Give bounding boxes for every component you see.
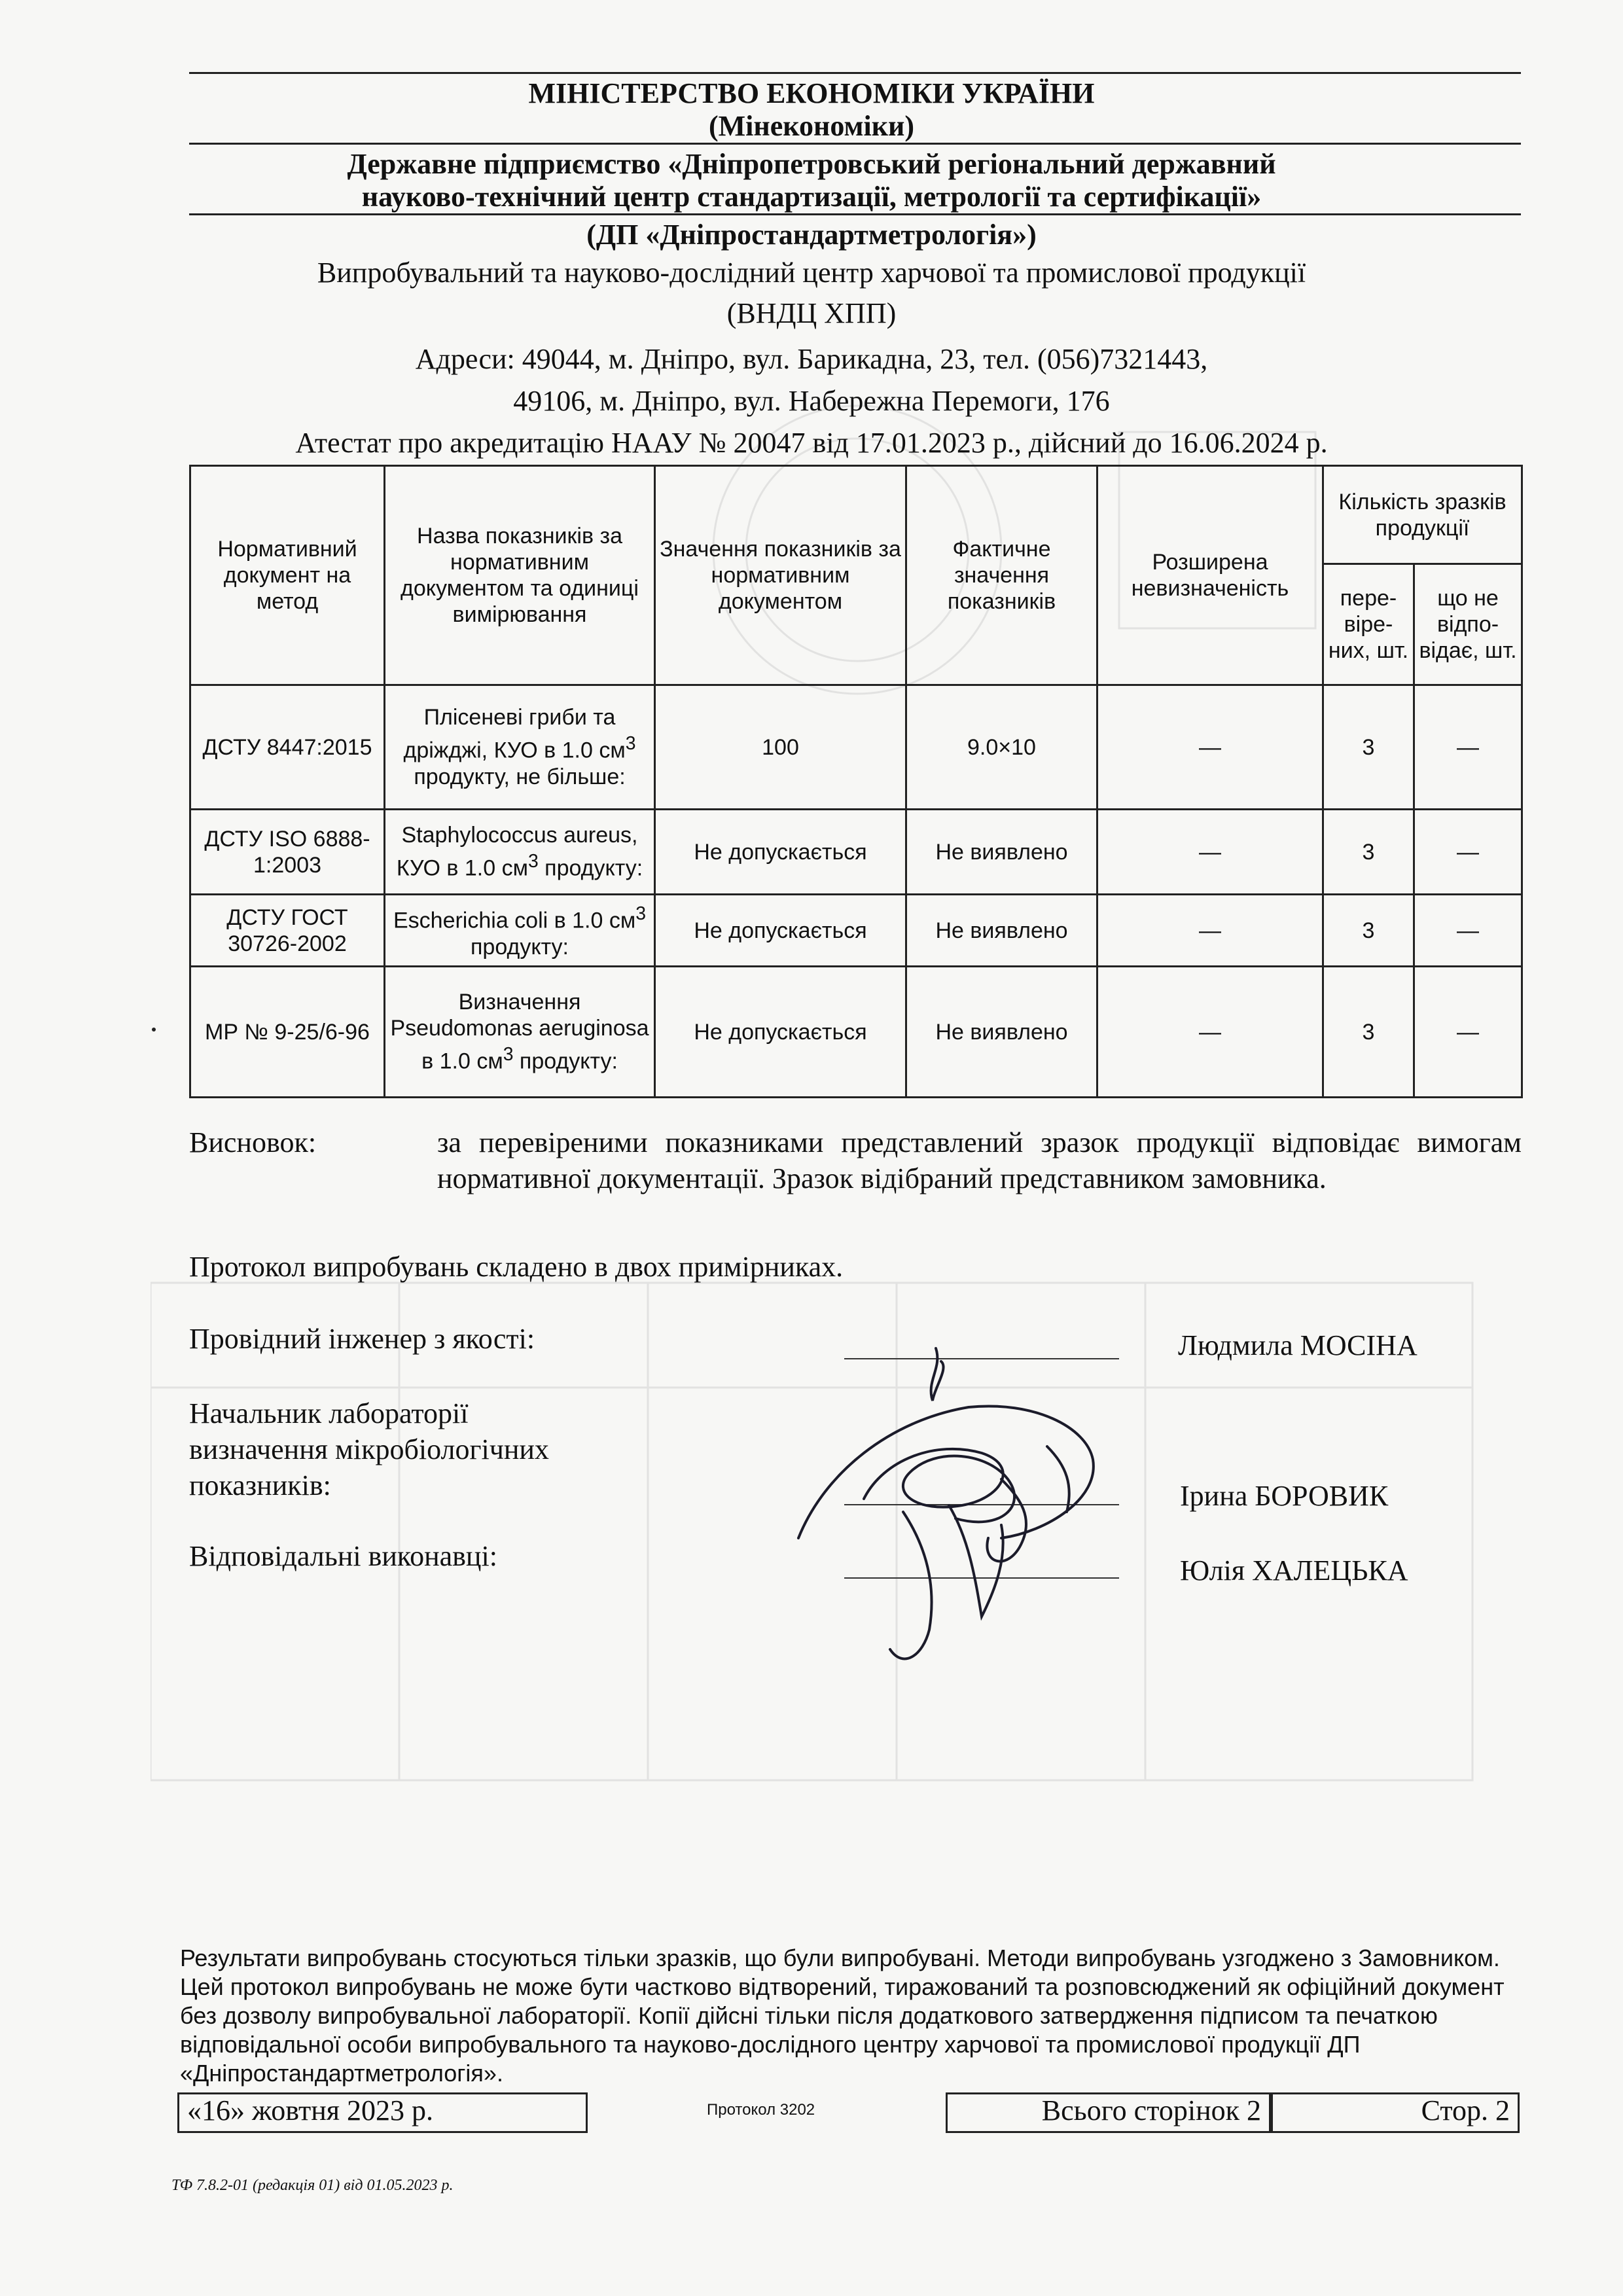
cell-norm: Не допускається	[655, 810, 906, 895]
table-row	[190, 810, 1522, 895]
enterprise-short: (ДП «Дніпростандартметрологія»)	[586, 219, 1037, 251]
center-short: (ВНДЦ ХПП)	[726, 297, 897, 329]
head-title-line1: Начальник лабораторії	[189, 1397, 469, 1429]
page-number-box: Стор. 2	[1271, 2092, 1520, 2133]
results-table	[189, 465, 1523, 1098]
table-row	[190, 895, 1522, 967]
cell-noncompliant: —	[1414, 685, 1522, 810]
cell-noncompliant: —	[1414, 895, 1522, 967]
executors-name: Юлія ХАЛЕЦЬКА	[1180, 1554, 1408, 1587]
cell-norm: 100	[655, 685, 906, 810]
stray-dot	[152, 1028, 156, 1031]
lead-engineer-title: Провідний інженер з якості:	[189, 1323, 535, 1355]
header-doc: Нормативний документ на метод	[190, 466, 385, 685]
handwritten-signature	[785, 1342, 1152, 1682]
ministry-short: (Мінекономіки)	[708, 110, 915, 142]
cell-actual: Не виявлено	[906, 967, 1097, 1098]
cell-name: Визначення Pseudomonas aeruginosa в 1.0 $см^3$ продукту:	[385, 967, 655, 1098]
cell-noncompliant: —	[1414, 810, 1522, 895]
cell-checked: 3	[1323, 685, 1414, 810]
head-name: Ірина БОРОВИК	[1180, 1480, 1389, 1512]
enterprise-line1: Державне підприємство «Дніпропетровський регіональний державний	[347, 148, 1276, 180]
cell-name: Escherichia coli в 1.0 $см^3$ продукту:	[385, 895, 655, 967]
header-norm: Значення показників за нормативним документом	[655, 466, 906, 685]
cell-checked: 3	[1323, 810, 1414, 895]
header-sample-count: Кількість зразків продукції	[1323, 466, 1522, 564]
center-name: Випробувальний та науково-дослідний центр харчової та промислової продукції	[317, 257, 1306, 289]
cell-checked: 3	[1323, 895, 1414, 967]
copies-note: Протокол випробувань складено в двох примірниках.	[189, 1251, 844, 1283]
cell-name: Плісеневі гриби та дріжджі, КУО в 1.0 $см^3$ продукту, не більше:	[385, 685, 655, 810]
accreditation-line: Атестат про акредитацію НААУ № 20047 від 17.01.2023 р., дійсний до 16.06.2024 р.	[295, 427, 1328, 459]
cell-checked: 3	[1323, 967, 1414, 1098]
table-row	[190, 685, 1522, 810]
cell-uncertainty: —	[1097, 895, 1323, 967]
enterprise-line2: науково-технічний центр стандартизації, метрології та сертифікації»	[361, 181, 1262, 213]
conclusion-text: за перевіреними показниками представлений зразок продукції відповідає вимогам нормативної документації. Зразок відібраний представником замовника.	[437, 1126, 1522, 1194]
cell-doc: ДСТУ 8447:2015	[190, 685, 385, 810]
cell-doc: МР № 9-25/6-96	[190, 967, 385, 1098]
cell-uncertainty: —	[1097, 967, 1323, 1098]
cell-actual: 9.0×10	[906, 685, 1097, 810]
head-title-line2: визначення мікробіологічних	[189, 1433, 549, 1465]
address-line1: Адреси: 49044, м. Дніпро, вул. Барикадна, 23, тел. (056)7321443,	[415, 343, 1208, 375]
cell-uncertainty: —	[1097, 685, 1323, 810]
conclusion-label: Висновок:	[189, 1126, 317, 1158]
header-rule-top	[189, 72, 1521, 74]
form-reference: ТФ 7.8.2-01 (редакція 01) від 01.05.2023 р.	[171, 2177, 454, 2194]
total-pages-box: Всього сторінок 2	[946, 2092, 1271, 2133]
address-line2: 49106, м. Дніпро, вул. Набережна Перемоги, 176	[513, 385, 1110, 417]
cell-actual: Не виявлено	[906, 895, 1097, 967]
cell-name: Staphylococcus aureus, КУО в 1.0 $см^3$ продукту:	[385, 810, 655, 895]
cell-doc: ДСТУ ГОСТ 30726-2002	[190, 895, 385, 967]
header-rule-2	[189, 143, 1521, 145]
header-uncertainty: Розширена невизначеність	[1097, 466, 1323, 685]
header-name: Назва показників за нормативним документом та одиниці вимірювання	[385, 466, 655, 685]
table-row	[190, 967, 1522, 1098]
cell-noncompliant: —	[1414, 967, 1522, 1098]
cell-actual: Не виявлено	[906, 810, 1097, 895]
executors-title: Відповідальні виконавці:	[189, 1540, 497, 1572]
cell-norm: Не допускається	[655, 895, 906, 967]
header-rule-3	[189, 213, 1521, 215]
cell-doc: ДСТУ ISO 6888-1:2003	[190, 810, 385, 895]
cell-uncertainty: —	[1097, 810, 1323, 895]
header-checked: пере-віре-них, шт.	[1323, 564, 1414, 685]
head-title-line3: показників:	[189, 1469, 331, 1501]
protocol-number: Протокол 3202	[707, 2101, 815, 2119]
header-actual: Фактичне значення показників	[906, 466, 1097, 685]
date-box: «16» жовтня 2023 р.	[177, 2092, 588, 2133]
cell-norm: Не допускається	[655, 967, 906, 1098]
disclaimer: Результати випробувань стосуються тільки зразків, що були випробувані. Методи випробувань узгоджено з Замовником. Цей протокол випробувань не може бути частково відтворений, тиражований та розповсюджений як офіційний документ без дозволу випробувальної лабораторії. Копії дійсні тільки після додаткового затвердження підписом та печаткою відповідальної особи випробувального та науково-дослідного центру харчової та промислової продукції ДП «Дніпростандартметрологія».	[180, 1945, 1505, 2087]
lead-engineer-name: Людмила МОСІНА	[1178, 1329, 1418, 1361]
ministry-title: МІНІСТЕРСТВО ЕКОНОМІКИ УКРАЇНИ	[528, 77, 1095, 109]
header-noncompliant: що не відпо-відає, шт.	[1414, 564, 1522, 685]
